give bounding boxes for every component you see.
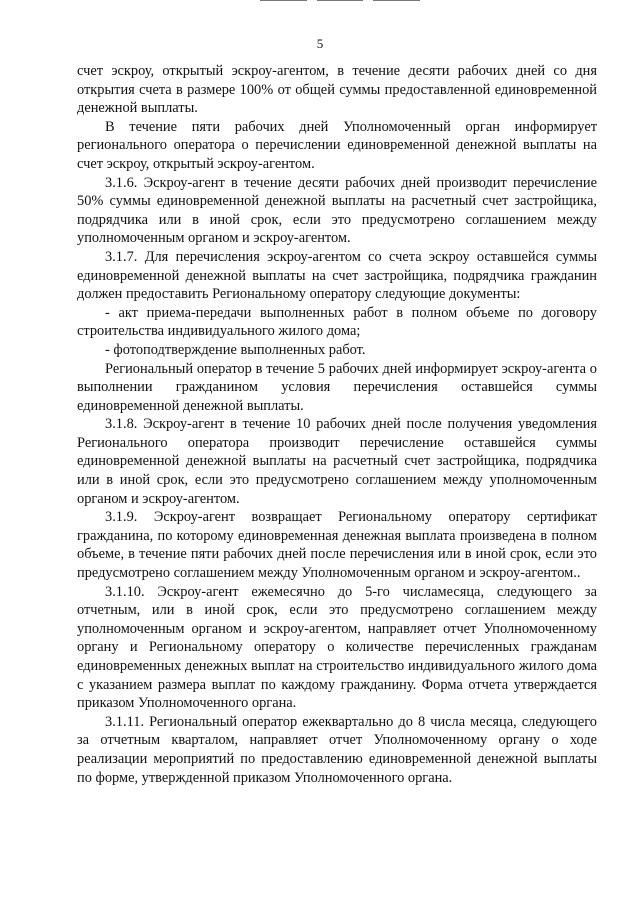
paragraph-3-1-7: 3.1.7. Для перечисления эскроу-агентом со счета эскроу оставшейся суммы единовременной денежной выплаты на счет застройщика, подрядчика гражданин должен предоставить Региональному оператору следующие документы: (77, 248, 597, 303)
paragraph: счет эскроу, открытый эскроу-агентом, в течение десяти рабочих дней со дня открытия счета в размере 100% от общей суммы предоставленной единовременной денежной выплаты. (77, 63, 597, 117)
paragraph: В течение пяти рабочих дней Уполномоченный орган информирует регионального оператора о перечислении единовременной денежной выплаты на счет эскроу, открытый эскроу-агентом. (77, 118, 597, 172)
list-item: - фотоподтверждение выполненных работ. (105, 341, 366, 358)
list-item: - акт приема-передачи выполненных работ в полном объеме по договору строительства индивидуального жилого дома; (77, 304, 597, 340)
paragraph-3-1-8: 3.1.8. Эскроу-агент в течение 10 рабочих дней после получения уведомления Регионального оператора производит перечисление оставшейся суммы единовременной денежной выплаты на расчетный счет застройщика, подрядчика или в иной срок, если это предусмотрено соглашением между уполномоченным органом и эскроу-агентом. (77, 416, 597, 507)
scan-mark (317, 0, 364, 1)
paragraph-3-1-10: 3.1.10. Эскроу-агент ежемесячно до 5-го числамесяца, следующего за отчетным, или в иной срок, если это предусмотрено соглашением между уполномоченным органом и эскроу-агентом, направляет отчет Уполномоченному органу и Региональному оператору о количестве перечисленных гражданам единовременных денежных выплат на строительство индивидуального жилого дома с указанием размера выплат по каждому гражданину. Форма отчета утверждается приказом Уполномоченного органа. (77, 583, 597, 712)
paragraph-3-1-6: 3.1.6. Эскроу-агент в течение десяти рабочих дней производит перечисление 50% суммы единовременной денежной выплаты на расчетный счет застройщика, подрядчика или в иной срок, если это предусмотрено соглашением между уполномоченным органом и эскроу-агентом. (77, 174, 597, 247)
scan-mark (373, 0, 420, 1)
page-number: 5 (316, 36, 324, 51)
scan-top-marks (260, 0, 420, 3)
paragraph: Региональный оператор в течение 5 рабочих дней информирует эскроу-агента о выполнении гражданином условия перечисления оставшейся суммы единовременной денежной выплаты. (77, 360, 597, 414)
paragraph-3-1-9: 3.1.9. Эскроу-агент возвращает Региональному оператору сертификат гражданина, по которому единовременная денежная выплата произведена в полном объеме, в течение пяти рабочих дней после перечисления или в иной срок, если это предусмотрено соглашением между Уполномоченным органом и эскроу-агентом.. (77, 509, 597, 582)
paragraph-3-1-11: 3.1.11. Региональный оператор ежеквартально до 8 числа месяца, следующего за отчетным кварталом, направляет отчет Уполномоченному органу о ходе реализации мероприятий по предоставлению единовременной денежной выплаты по форме, утвержденной приказом Уполномоченного органа. (77, 713, 597, 786)
document-body (77, 62, 597, 787)
scan-mark (260, 0, 307, 1)
